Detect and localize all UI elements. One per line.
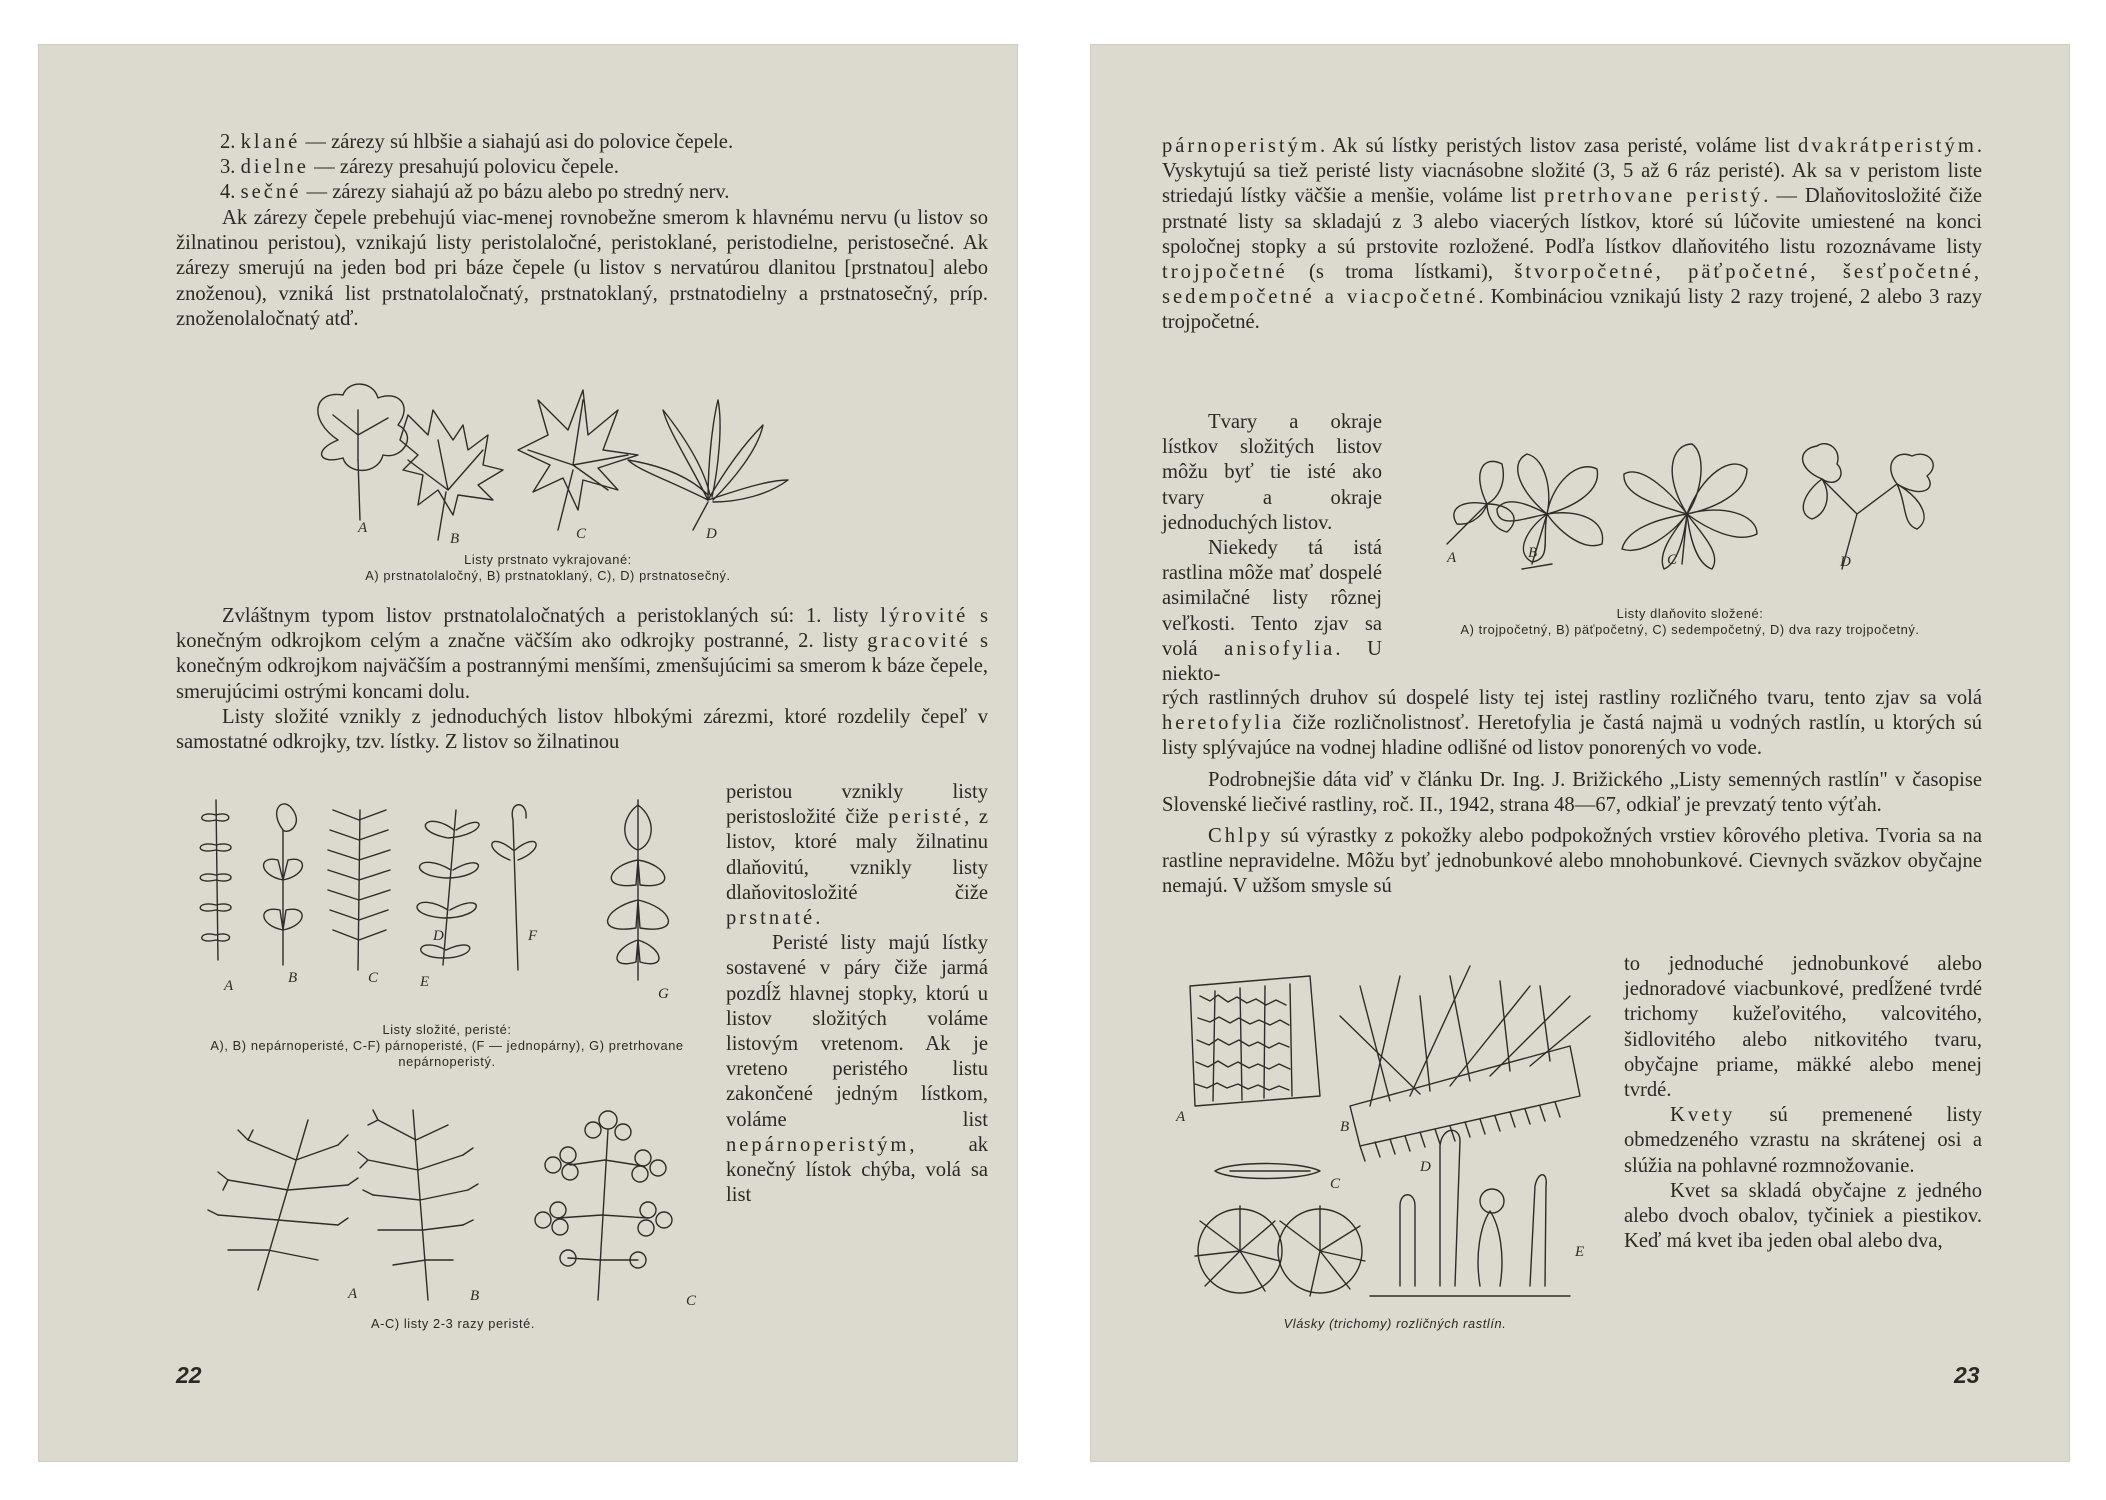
leaf-c [1622, 444, 1757, 569]
caption-text: A) prstnatolaločný, B) prstnatoklaný, C), D) prstnatosečný. [365, 568, 731, 583]
paragraph-text: Peristé listy majú lístky sostavené v páry čiže jarmá pozdĺž hlavnej stopky, ktorú u listov složitých voláme listovým vretenom. Ak je vreteno peristého listu zakončené jedným lístkom, voláme list [726, 932, 988, 1131]
term: gracovité [867, 630, 971, 653]
leaf-d [628, 400, 788, 530]
trichome-d [1370, 1130, 1570, 1296]
figure-label: C [368, 970, 379, 986]
figure-label: B [470, 1288, 480, 1304]
figure-label: A [358, 520, 368, 536]
paragraph-text: Tvary a okraje lístkov složitých listov môžu byť tie isté ako tvary a okraje jednoduchých listov. [1162, 411, 1382, 534]
paragraph-text: Niekedy tá istá rastlina môže mať dospelé asimilačné listy rôznej veľkosti. Tento zjav sa volá [1162, 537, 1382, 660]
paragraph [176, 604, 988, 755]
trichome-c [1215, 1164, 1320, 1179]
list-text: — zárezy sú hlbšie a siahajú asi do polovice čepele. [300, 131, 734, 153]
figure-label: D [1840, 554, 1851, 570]
caption-title: Listy složité, peristé: [382, 1022, 512, 1037]
term: heretofylia [1162, 712, 1285, 735]
page-number: 22 [176, 1362, 202, 1388]
figure-label: G [658, 986, 669, 1002]
paragraph-text: . — Dlaňovitosložité čiže prstnaté listy sa skladajú z 3 alebo viacerých lístkov, ktoré sú lúčovite umiestené na konci spoločnej stopky a sú prstovite rozložené. Podľa lístkov dlaňovitého listu rozoznávame listy [1162, 185, 1983, 258]
paragraph-text: , z listov, ktoré maly žilnatinu dlaňovitú, vznikly listy dlaňovitosložité čiže [726, 806, 988, 904]
intro-list [220, 130, 900, 206]
paragraph-text: čiže rozličnolistnosť. Heretofylia je častá najmä u vodných rastlín, u ktorých sú listy splývajúce na vodnej hladine odlišné od listov ponorených vo vode. [1162, 712, 1982, 760]
leaf-a [208, 1120, 358, 1290]
term: sečné [240, 181, 302, 204]
caption-text: A), B) nepárnoperisté, C-F) párnoperisté, (F — jednopárny), G) pretrhovane nepárnoperistý. [210, 1038, 684, 1069]
term: párnoperistým [1162, 135, 1320, 157]
leaf-b [400, 410, 503, 540]
paragraph-text: , ak konečný lístok chýba, volá sa list [726, 1133, 988, 1207]
list-number: 3. [220, 156, 236, 179]
paragraph-text: Kvet sa skladá obyčajne z jedného alebo dvoch obalov, tyčiniek a piestikov. Keď má kvet iba jeden obal alebo dva, [1624, 1179, 1982, 1253]
paragraph-text: Podrobnejšie dáta viď v článku Dr. Ing. J. Brižického „Listy semenných rastlín" v časopise Slovenské liečivé rastliny, roč. II., 1942, strana 48—67, odkiaľ je prevzatý tento výťah. [1162, 768, 1982, 816]
figure-caption [1170, 1316, 1620, 1332]
figure-label: B [1528, 545, 1538, 561]
list-number: 4. [220, 181, 236, 204]
figure-label: C [576, 526, 587, 542]
figure-label: A [348, 1286, 358, 1302]
figure-label: C [686, 1293, 697, 1309]
figure-caption [176, 1022, 718, 1070]
leaf-d [1803, 444, 1934, 569]
figure-label: E [1575, 1244, 1585, 1260]
caption-title: Listy prstnato vykrajované: [464, 552, 632, 567]
caption-text: A) trojpočetný, B) päťpočetný, C) sedempočetný, D) dva razy trojpočetný. [1460, 622, 1920, 637]
paragraph-text: s konečným odkrojkom celým a značne väčším ako odkrojky postranné, 2. listy [176, 605, 988, 653]
page-number: 23 [1954, 1362, 1980, 1388]
leaf-b [358, 1110, 478, 1300]
figure-label: C [1330, 1176, 1341, 1192]
term: nepárnoperistým [726, 1133, 910, 1156]
term: štvorpočetné, päťpočetné, šesťpočetné, sedempočetné a viacpočetné [1162, 261, 1982, 309]
leaf-c [535, 1111, 672, 1300]
list-number: 2. [220, 131, 236, 153]
figure-pinnate-leaves [188, 790, 718, 1010]
leaf-a [318, 384, 408, 520]
term: Kvety [1670, 1104, 1736, 1127]
leaf-a [200, 800, 231, 960]
list-text: — zárezy presahujú polovicu čepele. [308, 156, 619, 179]
paragraph-text: (s troma lístkami), [1287, 261, 1515, 284]
figure-label: A [1447, 550, 1457, 566]
figure-caption [1390, 606, 1990, 638]
trichome-b [1340, 966, 1590, 1161]
leaf-d [417, 810, 479, 965]
leaf-b [1497, 454, 1603, 569]
figure-caption [278, 552, 818, 584]
figure-label: D [1420, 1159, 1431, 1175]
paragraph-text: Ak zárezy čepele prebehujú viac-menej rovnobežne smerom k hlavnému nervu (u listov so žilnatinou peristou), vznikajú listy peristolaločné, peristoklané, peristodielne, peristosečné. Ak zárezy smerujú na jeden bod pri báze čepele (u listov s nervatúrou dlanitou [prstnatou] alebo znoženou), vzniká list prstnatolaločnatý, prstnatoklaný, prstnatodielny a prstnatosečný, príp. znoženolaločnatý atď. [176, 207, 988, 330]
figure-label: F [528, 928, 538, 944]
paragraph-text: Zvláštnym typom listov prstnatolaločnatých a peristoklaných sú: 1. listy [222, 605, 881, 627]
figure-palmate-compound-leaves [1402, 434, 1982, 584]
term: trojpočetné [1162, 261, 1288, 284]
paragraph-text: . Kombináciou vznikajú listy 2 razy trojené, 2 alebo 3 razy trojpočetné. [1162, 286, 1982, 334]
figure-trichomes [1170, 956, 1620, 1306]
side-column-text [726, 780, 988, 1208]
leaf-c [328, 810, 390, 970]
term: lýrovité [880, 605, 969, 627]
paragraph-text: peristou vznikly listy peristosložité čiže [726, 781, 988, 829]
figure-label: C [1667, 552, 1678, 568]
paragraph-text: . Vyskytujú sa tiež peristé listy viacnásobne složité (3, 5 až 6 ráz peristé). Ak sa v peristom liste striedajú lístky väčšie a menšie, voláme list [1162, 135, 1982, 208]
figure-bipinnate-leaves [198, 1100, 708, 1310]
side-column-text [1624, 952, 1982, 1254]
figure-label: A [224, 978, 234, 994]
term: klané [240, 131, 301, 153]
caption-text: Vlásky (trichomy) rozličných rastlín. [1283, 1316, 1507, 1331]
leaf-c [518, 390, 638, 530]
paragraph-text: . Ak sú lístky peristých listov zasa peristé, voláme list [1319, 135, 1799, 157]
term: anisofylia [1224, 637, 1336, 660]
leaf-f [492, 805, 536, 970]
left-book-page [38, 44, 1018, 1462]
paragraph [1162, 134, 1982, 336]
side-column-text [1162, 410, 1382, 687]
figure-caption [188, 1316, 718, 1332]
paragraph-text: Listy složité vznikly z jednoduchých listov hlbokými zárezmi, ktoré rozdelily čepeľ v samostatné odkrojky, tzv. lístky. Z listov so žilnatinou [176, 705, 988, 754]
paragraph-text: . U niekto- [1162, 637, 1382, 686]
paragraph [1162, 686, 1982, 900]
term: Chlpy [1208, 825, 1274, 848]
trichome-e [1195, 1206, 1365, 1296]
figure-palmate-leaves [288, 380, 808, 560]
figure-label: B [450, 531, 460, 547]
paragraph-text: . [815, 907, 821, 930]
term: peristé [888, 806, 965, 829]
figure-label: D [433, 928, 444, 944]
caption-title: Listy dlaňovito složené: [1616, 606, 1764, 621]
caption-text: A-C) listy 2-3 razy peristé. [371, 1316, 535, 1331]
figure-label: E [420, 974, 430, 990]
figure-label: D [706, 526, 717, 542]
leaf-g [608, 800, 669, 980]
term: dielne [240, 156, 309, 179]
right-book-page [1090, 44, 2070, 1462]
paragraph-text: sú výrastky z pokožky alebo podpokožných vrstiev kôrového pletiva. Tvoria sa na rastline nepravidelne. Môžu byť jednobunkové alebo mnohobunkové. Cievnych svăzkov obyčajne nemajú. V užšom smysle sú [1162, 825, 1982, 898]
paragraph [176, 206, 988, 332]
list-text: — zárezy siahajú až po bázu alebo po stredný nerv. [301, 181, 730, 204]
term: pretrhovane peristý [1543, 185, 1764, 208]
figure-label: B [1340, 1119, 1350, 1135]
paragraph-text: to jednoduché jednobunkové alebo jednoradové viacbunkové, predĺžené tvrdé trichomy kužeľovitého, valcovitého, šidlovitého alebo nitkovitého tvaru, obyčajne priame, mäkké alebo menej tvrdé. [1624, 953, 1982, 1102]
paragraph-text: rých rastlinných druhov sú dospelé listy tej istej rastliny rozličného tvaru, tento zjav sa volá [1162, 687, 1982, 709]
paragraph-text: sú premenené listy obmedzeného vzrastu na skrátenej osi a slúžia na pohlavné rozmnožovanie. [1624, 1104, 1982, 1177]
paragraph-text: s konečným odkrojkom najväčším a postrannými menšími, zmenšujúcimi sa smerom k báze čepele, smerujúcimi ostrými koncami dolu. [176, 630, 988, 703]
figure-label: B [288, 970, 298, 986]
trichome-a [1190, 976, 1320, 1106]
leaf-b [264, 804, 303, 965]
term: dvakrátperistým [1798, 135, 1977, 157]
figure-label: A [1176, 1109, 1186, 1125]
term: prstnaté [726, 907, 816, 930]
